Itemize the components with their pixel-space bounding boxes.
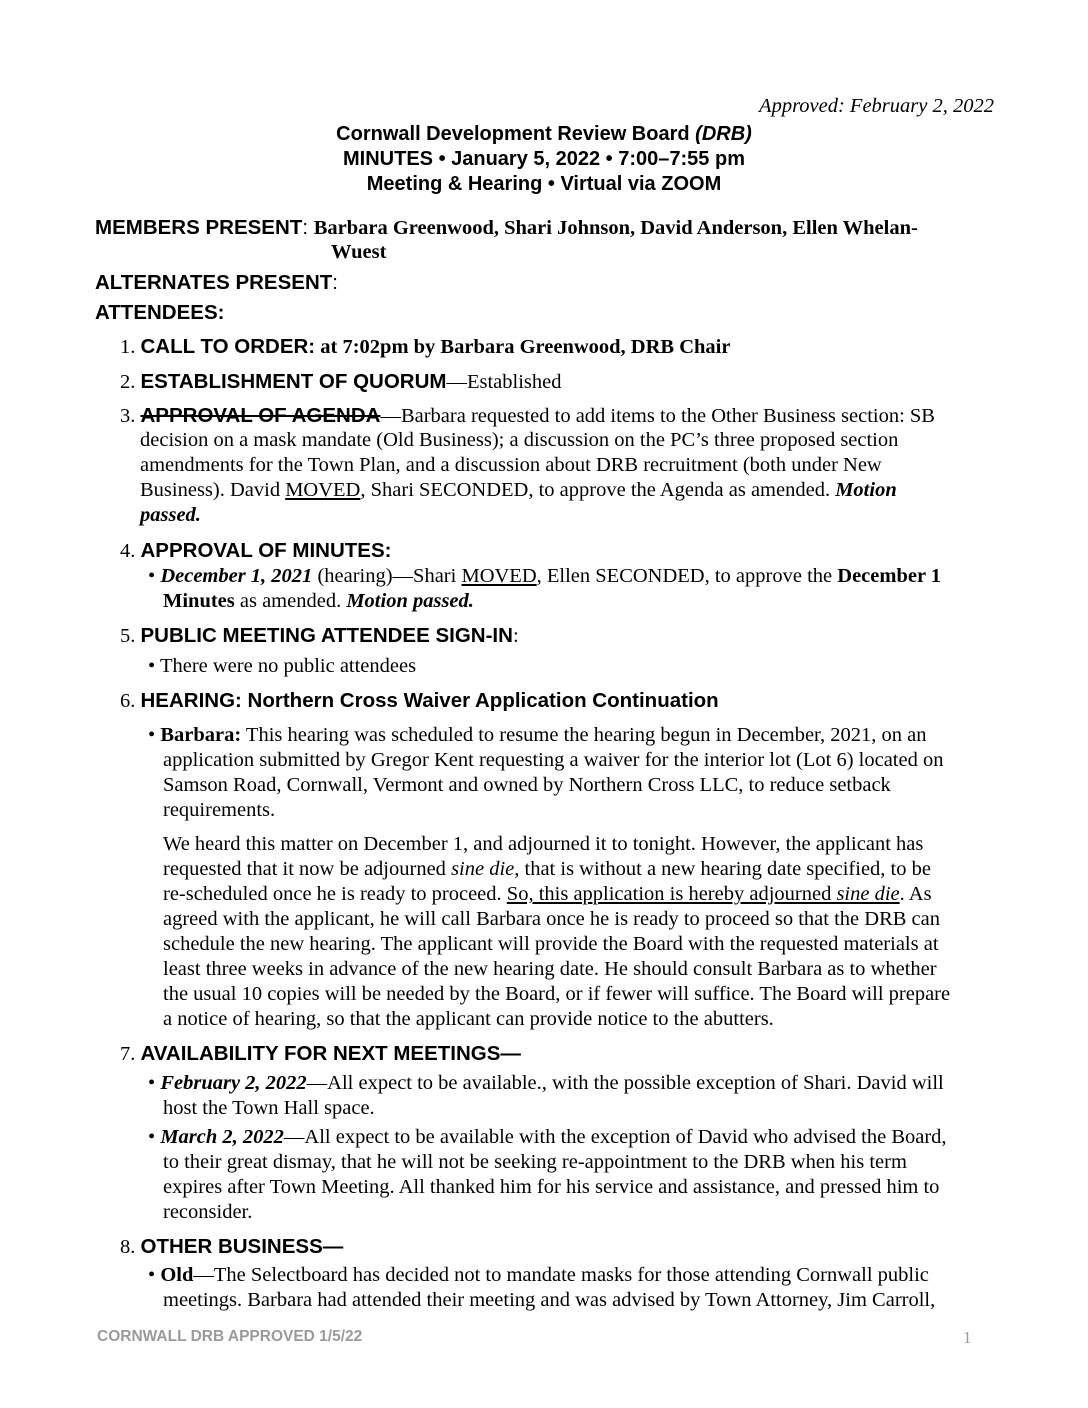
agenda-line-5: passed. <box>140 504 201 526</box>
footer-label: CORNWALL DRB APPROVED 1/5/22 <box>97 1328 363 1345</box>
item-call-to-order <box>120 334 730 360</box>
old-label: Old <box>160 1264 194 1286</box>
item-approval-minutes <box>120 538 391 564</box>
page-number: 1 <box>963 1328 972 1347</box>
bullet-icon: • <box>148 655 156 677</box>
members-names: Barbara Greenwood, Shari Johnson, David Anderson, Ellen Whelan- <box>313 217 918 239</box>
hearing-p1-l1 <box>148 723 927 748</box>
availability-feb-cont: host the Town Hall space. <box>163 1097 375 1119</box>
hearing-text: , that is without a new hearing date specified, to be <box>514 858 931 880</box>
minutes-bullet-cont <box>163 589 474 614</box>
sine-die: sine die <box>836 883 900 905</box>
item-number: 4. <box>120 540 136 562</box>
bullet-icon: • <box>148 724 156 746</box>
item-title: ESTABLISHMENT OF QUORUM <box>140 370 447 393</box>
members-present <box>95 215 918 241</box>
sine-die: sine die <box>451 858 515 880</box>
hearing-p2-l2 <box>163 857 931 882</box>
item-title: HEARING: Northern Cross Waiver Application Continuation <box>140 689 719 712</box>
item-title: PUBLIC MEETING ATTENDEE SIGN-IN <box>140 624 513 647</box>
item-title: CALL TO ORDER: <box>140 335 316 358</box>
alternates-present <box>95 270 338 296</box>
agenda-line-2: decision on a mask mandate (Old Business); a discussion on the PC’s three proposed section <box>140 429 899 451</box>
board-title-text: Cornwall Development Review Board <box>336 123 696 145</box>
minutes-text: , Ellen SECONDED, to approve the <box>536 565 838 587</box>
item-quorum <box>120 369 561 395</box>
availability-mar-l4: reconsider. <box>163 1201 253 1223</box>
item-number: 3. <box>120 405 136 427</box>
signin-bullet <box>148 654 416 679</box>
availability-feb <box>148 1071 944 1096</box>
hearing-p1-l3: Samson Road, Cornwall, Vermont and owned by Northern Cross LLC, to reduce setback <box>163 774 891 796</box>
item-text: at 7:02pm by Barbara Greenwood, DRB Chair <box>315 336 731 358</box>
speaker: Barbara: <box>160 724 242 746</box>
bullet-icon: • <box>148 1072 156 1094</box>
minutes-bullet <box>148 564 941 589</box>
hearing-p2-l4: agreed with the applicant, he will call Barbara once he is ready to proceed so that the DRB can <box>163 908 940 930</box>
hearing-p2-l7: the usual 10 copies will be needed by the Board, or if fewer will suffice. The Board will prepare <box>163 983 951 1005</box>
hearing-p2-l6: least three weeks in advance of the new hearing date. He should consult Barbara as to whether <box>163 958 937 980</box>
members-label: MEMBERS PRESENT <box>95 216 303 239</box>
members-colon: : <box>302 216 314 239</box>
item-public-signin <box>120 623 519 649</box>
availability-mar <box>148 1125 947 1150</box>
agenda-text: Business). David <box>140 479 286 501</box>
hearing-p2-l3 <box>163 882 932 907</box>
item-number: 1. <box>120 336 136 358</box>
item-number: 5. <box>120 625 136 647</box>
minutes-date-line: MINUTES • January 5, 2022 • 7:00–7:55 pm <box>343 148 745 170</box>
motion-passed: Motion passed. <box>346 590 474 612</box>
motion-word: Motion <box>835 479 897 501</box>
item-other-business <box>120 1234 343 1260</box>
attendees-label: ATTENDEES: <box>95 301 225 324</box>
item-title: APPROVAL OF AGENDA <box>140 404 381 427</box>
agenda-line-3: amendments for the Town Plan, and a discussion about DRB recruitment (both under New <box>140 454 882 476</box>
item-text: —Barbara requested to add items to the Other Business section: SB <box>380 405 935 427</box>
bullet-icon: • <box>148 1126 156 1148</box>
alternates-colon: : <box>332 271 338 294</box>
item-approval-agenda <box>120 403 935 429</box>
meeting-date: February 2, 2022 <box>160 1072 307 1094</box>
hearing-text: This hearing was scheduled to resume the hearing begun in December, 2021, on an <box>241 724 927 746</box>
item-number: 6. <box>120 690 136 712</box>
minutes-text: as amended. <box>234 590 347 612</box>
item-title: AVAILABILITY FOR NEXT MEETINGS— <box>140 1042 521 1065</box>
hearing-p1-l4: requirements. <box>163 799 276 821</box>
agenda-line-4 <box>140 478 897 503</box>
availability-text: —All expect to be available with the exception of David who advised the Board, <box>283 1126 947 1148</box>
board-abbrev: (DRB) <box>695 123 752 145</box>
hearing-p1-l2: application submitted by Gregor Kent requesting a waiver for the interior lot (Lot 6) located on <box>163 749 944 771</box>
other-old-l2: meetings. Barbara had attended their meeting and was advised by Town Attorney, Jim Carroll, <box>163 1289 936 1311</box>
moved-word: MOVED <box>285 479 361 501</box>
hearing-p2-l5: schedule the new hearing. The applicant will provide the Board with the requested materials at <box>163 933 939 955</box>
item-number: 8. <box>120 1236 136 1258</box>
alternates-label: ALTERNATES PRESENT <box>95 271 333 294</box>
item-text: —Established <box>446 371 562 393</box>
minutes-bold: December 1 <box>837 565 942 587</box>
meeting-date: March 2, 2022 <box>160 1126 284 1148</box>
item-title: OTHER BUSINESS— <box>140 1235 344 1258</box>
bullet-icon: • <box>148 565 156 587</box>
board-title <box>0 122 1088 147</box>
minutes-date: December 1, 2021 <box>160 565 313 587</box>
meeting-type-line: Meeting & Hearing • Virtual via ZOOM <box>366 173 722 195</box>
item-hearing <box>120 688 719 714</box>
item-number: 2. <box>120 371 136 393</box>
hearing-p2-l8: a notice of hearing, so that the applicant can provide notice to the abutters. <box>163 1008 774 1030</box>
hearing-p2-l1: We heard this matter on December 1, and adjourned it to tonight. However, the applicant has <box>163 833 924 855</box>
item-number: 7. <box>120 1043 136 1065</box>
members-names-cont: Wuest <box>331 241 387 263</box>
other-text: —The Selectboard has decided not to mandate masks for those attending Cornwall public <box>193 1264 929 1286</box>
item-availability <box>120 1041 521 1067</box>
bullet-icon: • <box>148 1264 156 1286</box>
availability-text: —All expect to be available., with the possible exception of Shari. David will <box>306 1072 944 1094</box>
availability-mar-l3: expires after Town Meeting. All thanked him for his service and assistance, and pressed him to <box>163 1176 940 1198</box>
minutes-word: Minutes <box>163 590 235 612</box>
item-colon: : <box>512 625 519 647</box>
hearing-text: . As <box>899 883 932 905</box>
moved-word: MOVED <box>461 565 537 587</box>
approved-date: Approved: February 2, 2022 <box>759 95 994 117</box>
hearing-text: requested that it now be adjourned <box>163 858 452 880</box>
agenda-text: , Shari SECONDED, to approve the Agenda as amended. <box>360 479 836 501</box>
other-old-l1 <box>148 1263 929 1288</box>
item-title: APPROVAL OF MINUTES: <box>140 539 392 562</box>
availability-mar-l2: to their great dismay, that he will not be seeking re-appointment to the DRB when his term <box>163 1151 907 1173</box>
signin-text: There were no public attendees <box>159 655 417 677</box>
adjourned-statement: So, this application is hereby adjourned <box>506 883 837 905</box>
hearing-text: re-scheduled once he is ready to proceed. <box>163 883 507 905</box>
minutes-text: (hearing)—Shari <box>312 565 462 587</box>
